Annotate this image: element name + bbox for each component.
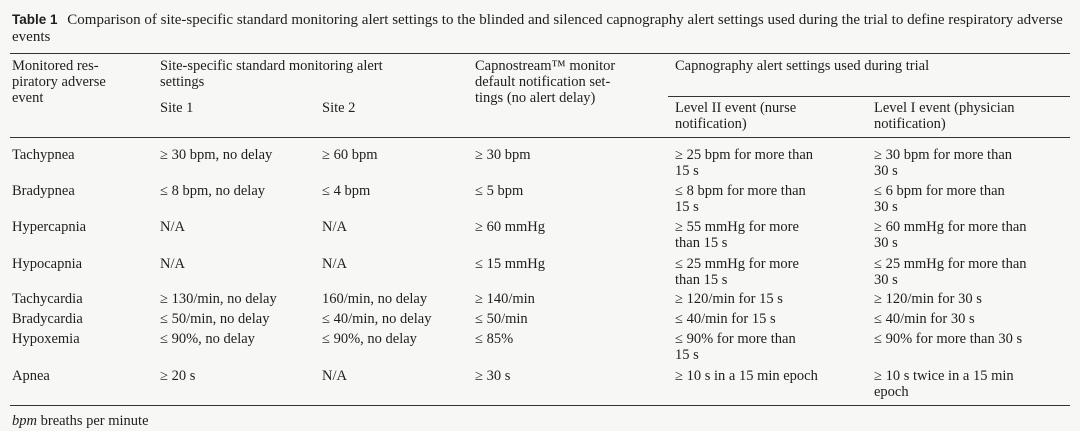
cell-capno: ≤ 50/min [475, 311, 528, 327]
cell-level1: ≥ 30 bpm for more than 30 s [874, 147, 1013, 179]
cell-site2: ≥ 60 bpm [322, 147, 378, 163]
header-rule [10, 137, 1070, 138]
table-caption-text: Comparison of site-specific standard monitoring alert settings to the blinded and silenced capnography alert settings used during the trial to define respiratory adverse events [12, 12, 1063, 45]
cell-capno: ≤ 15 mmHg [475, 256, 545, 272]
top-rule [10, 53, 1070, 54]
cell-site1: N/A [160, 256, 185, 272]
cell-site2: 160/min, no delay [322, 291, 428, 307]
cell-event: Tachycardia [12, 291, 83, 307]
header-site1: Site 1 [160, 100, 194, 116]
bottom-rule [10, 405, 1070, 406]
cell-level1: ≤ 6 bpm for more than 30 s [874, 183, 1005, 215]
cell-site1: ≤ 90%, no delay [160, 331, 255, 347]
cell-capno: ≥ 60 mmHg [475, 219, 545, 235]
cell-site2: ≤ 40/min, no delay [322, 311, 432, 327]
cell-capno: ≤ 5 bpm [475, 183, 524, 199]
cell-level1: ≤ 25 mmHg for more than 30 s [874, 256, 1027, 288]
table-label: Table 1 [12, 12, 58, 27]
footnote-abbr: bpm [12, 413, 37, 429]
header-site2: Site 2 [322, 100, 356, 116]
cell-level1: ≤ 90% for more than 30 s [874, 331, 1023, 347]
cell-site2: N/A [322, 256, 347, 272]
cell-event: Bradycardia [12, 311, 83, 327]
cell-site2: N/A [322, 368, 347, 384]
cell-capno: ≥ 140/min [475, 291, 535, 307]
trial-group-rule [668, 96, 1070, 97]
cell-site1: ≥ 20 s [160, 368, 196, 384]
cell-event: Tachypnea [12, 147, 75, 163]
footnote-text: breaths per minute [40, 413, 149, 429]
cell-level1: ≥ 120/min for 30 s [874, 291, 982, 307]
cell-level2: ≤ 40/min for 15 s [675, 311, 776, 327]
cell-event: Apnea [12, 368, 50, 384]
cell-level2: ≥ 120/min for 15 s [675, 291, 783, 307]
header-site-group: Site-specific standard monitoring alert settings [160, 58, 383, 90]
table-footnote [12, 413, 149, 430]
cell-level2: ≤ 25 mmHg for more than 15 s [675, 256, 799, 288]
table-caption [12, 11, 1074, 46]
cell-level1: ≥ 60 mmHg for more than 30 s [874, 219, 1027, 251]
cell-level1: ≤ 40/min for 30 s [874, 311, 975, 327]
cell-site2: ≤ 90%, no delay [322, 331, 417, 347]
cell-capno: ≤ 85% [475, 331, 514, 347]
cell-site1: N/A [160, 219, 185, 235]
cell-capno: ≥ 30 bpm [475, 147, 531, 163]
header-event: Monitored res- piratory adverse event [12, 58, 106, 106]
cell-site1: ≥ 130/min, no delay [160, 291, 277, 307]
cell-site1: ≤ 8 bpm, no delay [160, 183, 266, 199]
cell-capno: ≥ 30 s [475, 368, 511, 384]
cell-level1: ≥ 10 s twice in a 15 min epoch [874, 368, 1014, 400]
cell-event: Hypoxemia [12, 331, 80, 347]
header-level1: Level I event (physician notification) [874, 100, 1015, 132]
cell-site2: ≤ 4 bpm [322, 183, 371, 199]
cell-level2: ≤ 8 bpm for more than 15 s [675, 183, 806, 215]
cell-event: Bradypnea [12, 183, 75, 199]
cell-event: Hypercapnia [12, 219, 87, 235]
cell-site1: ≥ 30 bpm, no delay [160, 147, 273, 163]
cell-level2: ≤ 90% for more than 15 s [675, 331, 796, 363]
header-trial-group: Capnography alert settings used during trial [675, 58, 930, 74]
cell-site1: ≤ 50/min, no delay [160, 311, 270, 327]
cell-level2: ≥ 10 s in a 15 min epoch [675, 368, 818, 384]
cell-level2: ≥ 25 bpm for more than 15 s [675, 147, 814, 179]
cell-event: Hypocapnia [12, 256, 83, 272]
cell-level2: ≥ 55 mmHg for more than 15 s [675, 219, 799, 251]
header-capno-default: Capnostream™ monitor default notification set- tings (no alert delay) [475, 58, 616, 106]
header-level2: Level II event (nurse notification) [675, 100, 797, 132]
cell-site2: N/A [322, 219, 347, 235]
